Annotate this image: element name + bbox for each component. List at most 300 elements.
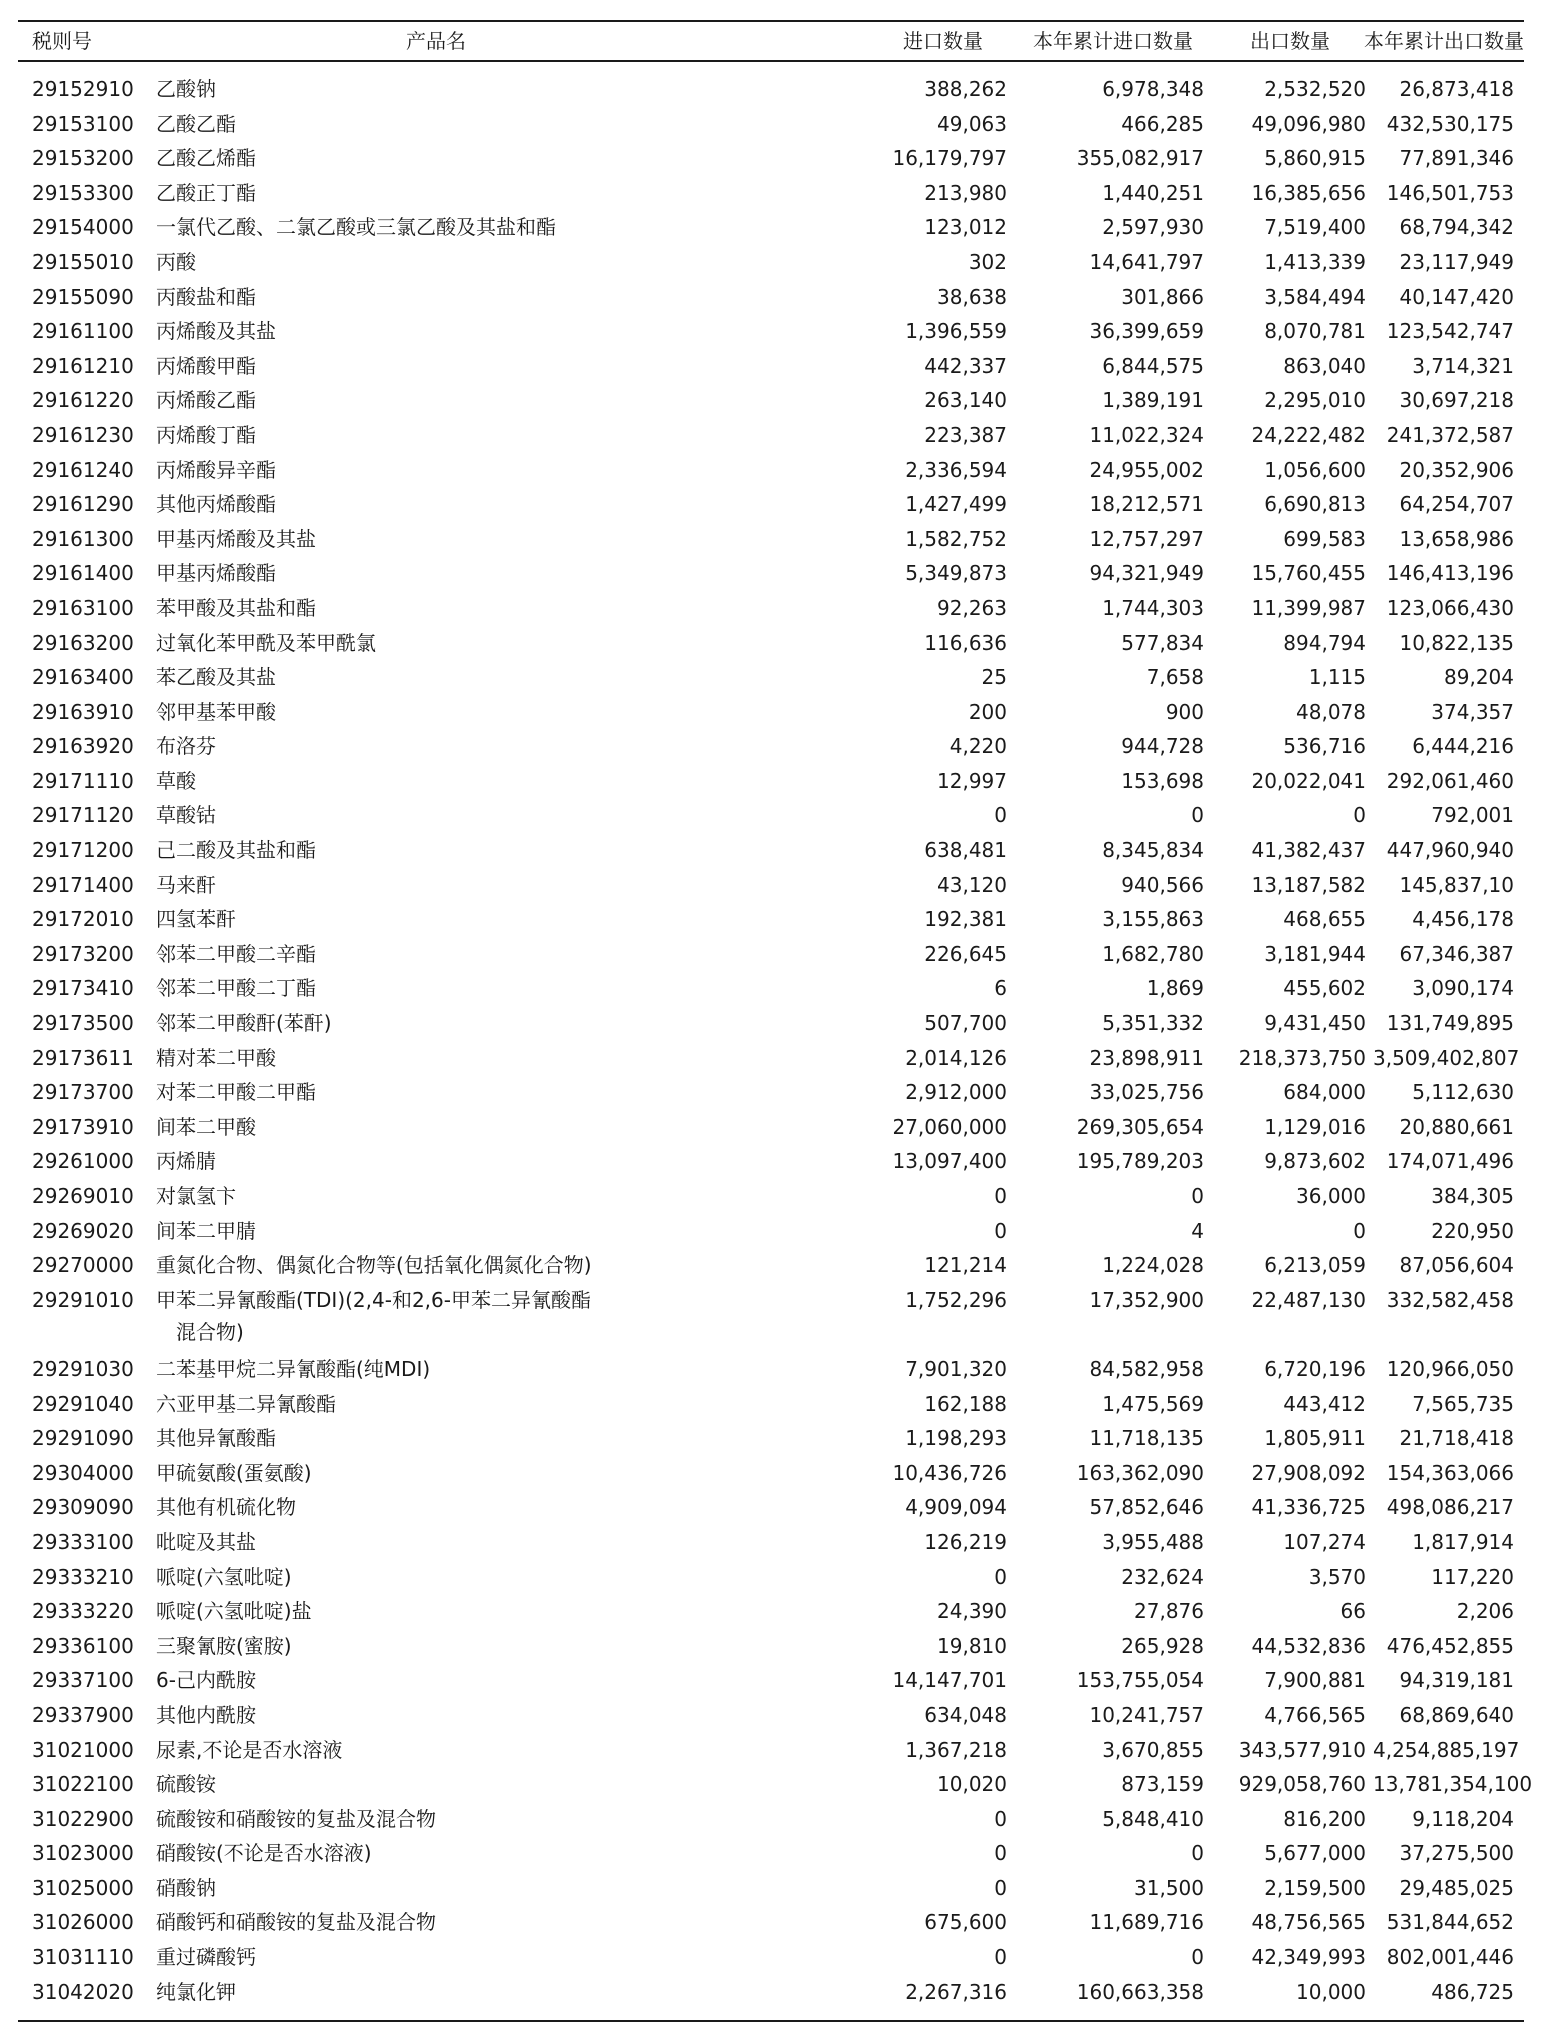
cell-name	[156, 1249, 716, 1281]
cell-import-qty: 223,387	[924, 422, 1007, 447]
cell-code: 29163200	[32, 630, 134, 655]
cell-ytd-import-qty: 23,898,911	[1089, 1045, 1204, 1070]
cell-ytd-import-qty: 31,500	[1134, 1875, 1204, 1900]
cell-ytd-export-qty: 7,565,735	[1412, 1391, 1514, 1416]
table-row	[18, 868, 1524, 903]
cell-code: 29171120	[32, 803, 134, 828]
table-row	[18, 176, 1524, 211]
table-row	[18, 349, 1524, 384]
cell-export-qty: 1,129,016	[1264, 1114, 1366, 1139]
cell-ytd-import-qty: 153,755,054	[1076, 1668, 1204, 1693]
cell-ytd-import-qty: 940,566	[1121, 872, 1204, 897]
cell-ytd-export-qty: 802,001,446	[1386, 1945, 1514, 1970]
cell-code: 29161220	[32, 388, 134, 413]
cell-export-qty: 468,655	[1283, 907, 1366, 932]
cell-ytd-export-qty: 26,873,418	[1399, 77, 1514, 101]
cell-import-qty: 226,645	[924, 941, 1007, 966]
table-row	[18, 971, 1524, 1006]
cell-import-qty: 16,179,797	[892, 146, 1007, 171]
cell-ytd-export-qty: 89,204	[1444, 665, 1514, 690]
table-row	[18, 1352, 1524, 1387]
cell-code: 29171400	[32, 872, 134, 897]
cell-ytd-export-qty: 20,880,661	[1399, 1114, 1514, 1139]
cell-name-line: 丙酸盐和酯	[156, 284, 256, 309]
cell-ytd-export-qty: 77,891,346	[1399, 146, 1514, 171]
cell-code: 29173910	[32, 1114, 134, 1139]
cell-name	[156, 557, 716, 589]
cell-import-qty: 92,263	[937, 595, 1007, 620]
cell-code: 29153100	[32, 111, 134, 136]
cell-name	[156, 1699, 716, 1731]
cell-import-qty: 302	[968, 249, 1007, 274]
cell-import-qty: 38,638	[937, 284, 1007, 309]
cell-import-qty: 0	[994, 1806, 1007, 1831]
cell-export-qty: 6,213,059	[1264, 1253, 1366, 1278]
table-row	[18, 1836, 1524, 1871]
cell-ytd-import-qty: 0	[1191, 1184, 1204, 1208]
cell-name	[156, 869, 716, 901]
cell-ytd-export-qty: 4,254,885,197	[1373, 1737, 1520, 1762]
cell-ytd-export-qty: 13,658,986	[1399, 526, 1514, 551]
cell-import-qty: 4,220	[949, 734, 1007, 759]
cell-ytd-export-qty: 94,319,181	[1399, 1668, 1514, 1693]
cell-import-qty: 213,980	[924, 180, 1007, 205]
cell-ytd-import-qty: 900	[1165, 699, 1204, 724]
cell-code: 29161100	[32, 319, 134, 344]
cell-export-qty: 3,570	[1308, 1564, 1366, 1589]
cell-name	[156, 1526, 716, 1558]
cell-name-line: 布洛芬	[156, 734, 216, 759]
cell-import-qty: 25	[981, 665, 1007, 690]
cell-name-line: 丙酸	[156, 249, 196, 274]
cell-ytd-export-qty: 13,781,354,100	[1373, 1772, 1533, 1797]
cell-export-qty: 1,115	[1308, 665, 1366, 690]
table-row	[18, 902, 1524, 937]
cell-ytd-export-qty: 64,254,707	[1399, 492, 1514, 517]
cell-name-line: 精对苯二甲酸	[156, 1045, 276, 1070]
cell-name	[156, 1561, 716, 1593]
cell-name-line: 硝酸钠	[156, 1875, 216, 1900]
cell-name-line: 其他异氰酸酯	[156, 1426, 276, 1451]
cell-name-line: 六亚甲基二异氰酸酯	[156, 1391, 336, 1416]
cell-ytd-export-qty: 447,960,940	[1386, 838, 1514, 863]
table-row	[18, 1871, 1524, 1906]
cell-name	[156, 903, 716, 935]
cell-code: 31042020	[32, 1979, 134, 2004]
cell-export-qty: 443,412	[1283, 1391, 1366, 1416]
cell-import-qty: 200	[968, 699, 1007, 724]
table-row	[18, 695, 1524, 730]
cell-import-qty: 1,198,293	[905, 1426, 1007, 1451]
cell-import-qty: 10,436,726	[892, 1460, 1007, 1485]
cell-name-line: 甲苯二异氰酸酯(TDI)(2,4-和2,6-甲苯二异氰酸酯	[156, 1287, 591, 1312]
table-row	[18, 1663, 1524, 1698]
cell-code: 29291090	[32, 1426, 134, 1451]
cell-code: 29154000	[32, 215, 134, 240]
table-row	[18, 487, 1524, 522]
cell-ytd-import-qty: 33,025,756	[1089, 1080, 1204, 1105]
cell-import-qty: 675,600	[924, 1910, 1007, 1935]
cell-name	[156, 1042, 716, 1074]
cell-import-qty: 13,097,400	[892, 1149, 1007, 1174]
cell-export-qty: 3,181,944	[1264, 941, 1366, 966]
cell-export-qty: 15,760,455	[1251, 561, 1366, 586]
cell-ytd-export-qty: 67,346,387	[1399, 941, 1514, 966]
table-row	[18, 141, 1524, 176]
cell-export-qty: 2,159,500	[1264, 1875, 1366, 1900]
cell-code: 29163100	[32, 595, 134, 620]
cell-name	[156, 488, 716, 520]
cell-export-qty: 27,908,092	[1251, 1460, 1366, 1485]
cell-import-qty: 2,912,000	[905, 1080, 1007, 1105]
cell-ytd-import-qty: 11,689,716	[1089, 1910, 1204, 1935]
cell-name-line: 丙烯酸甲酯	[156, 353, 256, 378]
cell-ytd-export-qty: 3,090,174	[1412, 976, 1514, 1001]
cell-export-qty: 66	[1340, 1599, 1366, 1624]
cell-name-line: 硝酸铵(不论是否水溶液)	[156, 1841, 372, 1866]
header-import-qty: 进口数量	[903, 29, 983, 53]
table-row	[18, 1006, 1524, 1041]
cell-name-line: 间苯二甲酸	[156, 1114, 256, 1139]
table-row	[18, 1110, 1524, 1145]
table-row	[18, 1802, 1524, 1837]
cell-ytd-import-qty: 11,022,324	[1089, 422, 1204, 447]
header-ytd-export-qty: 本年累计出口数量	[1364, 29, 1524, 53]
cell-ytd-export-qty: 3,714,321	[1412, 353, 1514, 378]
cell-name-line: 纯氯化钾	[156, 1979, 236, 2004]
cell-ytd-import-qty: 355,082,917	[1076, 146, 1204, 171]
table-row	[18, 1733, 1524, 1768]
cell-ytd-import-qty: 17,352,900	[1089, 1287, 1204, 1312]
cell-ytd-export-qty: 9,118,204	[1412, 1806, 1514, 1831]
cell-export-qty: 48,078	[1296, 699, 1366, 724]
cell-ytd-import-qty: 1,389,191	[1102, 388, 1204, 413]
cell-name	[156, 1837, 716, 1869]
header-name: 产品名	[406, 29, 466, 53]
cell-name-line: 丙烯酸异辛酯	[156, 457, 276, 482]
cell-ytd-import-qty: 1,440,251	[1102, 180, 1204, 205]
cell-export-qty: 10,000	[1296, 1979, 1366, 2004]
cell-import-qty: 5,349,873	[905, 561, 1007, 586]
cell-import-qty: 507,700	[924, 1011, 1007, 1036]
table-row	[18, 1767, 1533, 1802]
cell-name	[156, 1630, 716, 1662]
cell-name-line: 丙烯酸及其盐	[156, 319, 276, 344]
table-row	[18, 1214, 1524, 1249]
table-row	[18, 1075, 1524, 1110]
table-row	[18, 1940, 1524, 1975]
cell-name	[156, 696, 716, 728]
table-row	[18, 1629, 1524, 1664]
cell-code: 29173611	[32, 1045, 134, 1070]
table-row	[18, 1560, 1524, 1595]
cell-name-line: 对苯二甲酸二甲酯	[156, 1080, 316, 1105]
cell-ytd-import-qty: 10,241,757	[1089, 1702, 1204, 1727]
cell-ytd-export-qty: 20,352,906	[1399, 457, 1514, 482]
cell-name	[156, 1872, 716, 1904]
cell-name	[156, 592, 716, 624]
cell-ytd-import-qty: 3,155,863	[1102, 907, 1204, 932]
cell-ytd-import-qty: 7,658	[1146, 665, 1204, 690]
cell-name-line: 丙烯酸乙酯	[156, 388, 256, 413]
cell-code: 29261000	[32, 1149, 134, 1174]
cell-export-qty: 816,200	[1283, 1806, 1366, 1831]
table-row	[18, 764, 1524, 799]
cell-ytd-import-qty: 14,641,797	[1089, 249, 1204, 274]
table-row	[18, 418, 1524, 453]
cell-name-line: 吡啶及其盐	[156, 1529, 256, 1554]
cell-import-qty: 2,336,594	[905, 457, 1007, 482]
cell-import-qty: 0	[994, 1564, 1007, 1589]
cell-ytd-export-qty: 432,530,175	[1386, 111, 1514, 136]
cell-ytd-import-qty: 1,475,569	[1102, 1391, 1204, 1416]
cell-import-qty: 12,997	[937, 768, 1007, 793]
table-row	[18, 210, 1524, 245]
table-row	[18, 522, 1524, 557]
table-row	[18, 1594, 1524, 1629]
table-row	[18, 1456, 1524, 1491]
cell-ytd-export-qty: 476,452,855	[1386, 1633, 1514, 1658]
cell-export-qty: 343,577,910	[1238, 1737, 1366, 1762]
cell-ytd-export-qty: 68,794,342	[1399, 215, 1514, 240]
cell-ytd-import-qty: 160,663,358	[1076, 1979, 1204, 2004]
table-row	[18, 556, 1524, 591]
cell-ytd-import-qty: 6,978,348	[1102, 77, 1204, 101]
cell-export-qty: 107,274	[1283, 1529, 1366, 1554]
cell-export-qty: 4,766,565	[1264, 1702, 1366, 1727]
cell-ytd-import-qty: 6,844,575	[1102, 353, 1204, 378]
table-row	[18, 1144, 1524, 1179]
cell-export-qty: 16,385,656	[1251, 180, 1366, 205]
cell-name	[156, 1284, 716, 1348]
cell-code: 29161290	[32, 492, 134, 517]
cell-import-qty: 0	[994, 1184, 1007, 1208]
cell-code: 29269020	[32, 1218, 134, 1243]
cell-name	[156, 1388, 716, 1420]
cell-name	[156, 1111, 716, 1143]
cell-ytd-export-qty: 792,001	[1431, 803, 1514, 828]
cell-export-qty: 3,584,494	[1264, 284, 1366, 309]
cell-ytd-export-qty: 531,844,652	[1386, 1910, 1514, 1935]
cell-code: 29161230	[32, 422, 134, 447]
cell-code: 29309090	[32, 1495, 134, 1520]
cell-ytd-export-qty: 131,749,895	[1386, 1011, 1514, 1036]
cell-name	[156, 1457, 716, 1489]
header-code: 税则号	[32, 29, 92, 53]
cell-name	[156, 1215, 716, 1247]
cell-import-qty: 43,120	[937, 872, 1007, 897]
cell-export-qty: 455,602	[1283, 976, 1366, 1001]
cell-ytd-import-qty: 944,728	[1121, 734, 1204, 759]
cell-code: 29161300	[32, 526, 134, 551]
cell-name	[156, 246, 716, 278]
cell-code: 29337900	[32, 1702, 134, 1727]
cell-code: 29155010	[32, 249, 134, 274]
cell-code: 29171200	[32, 838, 134, 863]
cell-ytd-export-qty: 2,206	[1456, 1599, 1514, 1624]
cell-ytd-export-qty: 40,147,420	[1399, 284, 1514, 309]
cell-import-qty: 1,427,499	[905, 492, 1007, 517]
table-row	[18, 1248, 1524, 1283]
cell-ytd-import-qty: 36,399,659	[1089, 319, 1204, 344]
cell-export-qty: 36,000	[1296, 1184, 1366, 1208]
cell-code: 29155090	[32, 284, 134, 309]
cell-export-qty: 49,096,980	[1251, 111, 1366, 136]
cell-name-line: 硫酸铵	[156, 1772, 216, 1797]
cell-ytd-export-qty: 498,086,217	[1386, 1495, 1514, 1520]
cell-import-qty: 123,012	[924, 215, 1007, 240]
cell-ytd-import-qty: 0	[1191, 1841, 1204, 1866]
table-row	[18, 1525, 1524, 1560]
cell-code: 29333100	[32, 1529, 134, 1554]
cell-export-qty: 13,187,582	[1251, 872, 1366, 897]
cell-ytd-import-qty: 3,670,855	[1102, 1737, 1204, 1762]
cell-name-line: 马来酐	[156, 872, 216, 897]
cell-import-qty: 27,060,000	[892, 1114, 1007, 1139]
table-row	[18, 383, 1524, 418]
cell-name-line: 乙酸钠	[156, 77, 216, 101]
cell-export-qty: 1,805,911	[1264, 1426, 1366, 1451]
cell-name-line: 苯乙酸及其盐	[156, 665, 276, 690]
cell-import-qty: 1,367,218	[905, 1737, 1007, 1762]
table-row	[18, 626, 1524, 661]
header-ytd-import-qty: 本年累计进口数量	[1033, 29, 1193, 53]
cell-code: 29172010	[32, 907, 134, 932]
table-row	[18, 453, 1524, 488]
cell-export-qty: 8,070,781	[1264, 319, 1366, 344]
cell-ytd-import-qty: 12,757,297	[1089, 526, 1204, 551]
cell-import-qty: 6	[994, 976, 1007, 1001]
cell-name-line: 邻苯二甲酸酐(苯酐)	[156, 1011, 332, 1036]
cell-export-qty: 2,532,520	[1264, 77, 1366, 101]
cell-ytd-import-qty: 18,212,571	[1089, 492, 1204, 517]
cell-ytd-export-qty: 30,697,218	[1399, 388, 1514, 413]
cell-ytd-import-qty: 265,928	[1121, 1633, 1204, 1658]
cell-code: 29333210	[32, 1564, 134, 1589]
cell-name-line: 苯甲酸及其盐和酯	[156, 595, 316, 620]
cell-name-line: 过氧化苯甲酰及苯甲酰氯	[156, 630, 376, 655]
cell-ytd-import-qty: 84,582,958	[1089, 1356, 1204, 1381]
cell-import-qty: 1,396,559	[905, 319, 1007, 344]
cell-name-line: 甲基丙烯酸酯	[156, 561, 276, 586]
cell-export-qty: 1,056,600	[1264, 457, 1366, 482]
cell-name	[156, 1491, 716, 1523]
cell-name-line: 邻苯二甲酸二丁酯	[156, 976, 316, 1001]
cell-export-qty: 6,720,196	[1264, 1356, 1366, 1381]
cell-name-line: 哌啶(六氢吡啶)	[156, 1564, 292, 1589]
cell-import-qty: 24,390	[937, 1599, 1007, 1624]
cell-ytd-export-qty: 486,725	[1431, 1979, 1514, 2004]
cell-name-line: 四氢苯酐	[156, 907, 236, 932]
cell-name-line: 一氯代乙酸、二氯乙酸或三氯乙酸及其盐和酯	[156, 215, 556, 240]
cell-import-qty: 2,267,316	[905, 1979, 1007, 2004]
cell-name-line: 对氯氢卞	[156, 1184, 236, 1208]
cell-import-qty: 638,481	[924, 838, 1007, 863]
cell-ytd-export-qty: 87,056,604	[1399, 1253, 1514, 1278]
cell-code: 29173700	[32, 1080, 134, 1105]
cell-ytd-export-qty: 5,112,630	[1412, 1080, 1514, 1105]
cell-ytd-import-qty: 24,955,002	[1089, 457, 1204, 482]
cell-export-qty: 863,040	[1283, 353, 1366, 378]
cell-export-qty: 2,295,010	[1264, 388, 1366, 413]
cell-name-line: 丙烯酸丁酯	[156, 422, 256, 447]
cell-ytd-import-qty: 195,789,203	[1076, 1149, 1204, 1174]
cell-ytd-export-qty: 6,444,216	[1412, 734, 1514, 759]
table-body	[18, 72, 1533, 2009]
cell-code: 29173200	[32, 941, 134, 966]
cell-export-qty: 929,058,760	[1238, 1772, 1366, 1797]
cell-name	[156, 281, 716, 313]
cell-code: 31021000	[32, 1737, 134, 1762]
trade-table	[18, 20, 1533, 2022]
cell-name	[156, 454, 716, 486]
table-row	[18, 107, 1524, 142]
cell-code: 31022900	[32, 1806, 134, 1831]
cell-ytd-export-qty: 146,413,196	[1386, 561, 1514, 586]
cell-import-qty: 192,381	[924, 907, 1007, 932]
cell-code: 29291010	[32, 1287, 134, 1312]
cell-ytd-import-qty: 11,718,135	[1089, 1426, 1204, 1451]
cell-ytd-export-qty: 29,485,025	[1399, 1875, 1514, 1900]
cell-code: 29153300	[32, 180, 134, 205]
cell-ytd-import-qty: 153,698	[1121, 768, 1204, 793]
cell-name-line: 其他有机硫化物	[156, 1495, 296, 1520]
header-export-qty: 出口数量	[1250, 29, 1330, 53]
table-row	[18, 1975, 1524, 2010]
cell-export-qty: 536,716	[1283, 734, 1366, 759]
cell-ytd-import-qty: 57,852,646	[1089, 1495, 1204, 1520]
cell-ytd-import-qty: 5,351,332	[1102, 1011, 1204, 1036]
cell-name	[156, 315, 716, 347]
cell-ytd-export-qty: 174,071,496	[1386, 1149, 1514, 1174]
cell-name	[156, 1007, 716, 1039]
cell-name	[156, 972, 716, 1004]
cell-code: 29153200	[32, 146, 134, 171]
cell-ytd-import-qty: 4	[1191, 1218, 1204, 1243]
cell-export-qty: 5,677,000	[1264, 1841, 1366, 1866]
cell-ytd-export-qty: 123,542,747	[1386, 319, 1514, 344]
cell-code: 29304000	[32, 1460, 134, 1485]
cell-name	[156, 938, 716, 970]
table-row	[18, 72, 1524, 107]
cell-name	[156, 1076, 716, 1108]
table-header	[18, 22, 1524, 62]
cell-ytd-export-qty: 1,817,914	[1412, 1529, 1514, 1554]
cell-name-line: 甲硫氨酸(蛋氨酸)	[156, 1460, 312, 1485]
cell-ytd-import-qty: 1,224,028	[1102, 1253, 1204, 1278]
cell-name-line: 乙酸乙烯酯	[156, 146, 256, 171]
cell-ytd-import-qty: 8,345,834	[1102, 838, 1204, 863]
table-row	[18, 798, 1524, 833]
cell-export-qty: 7,900,881	[1264, 1668, 1366, 1693]
cell-code: 29161210	[32, 353, 134, 378]
cell-name-line: 硫酸铵和硝酸铵的复盐及混合物	[156, 1806, 436, 1831]
cell-import-qty: 4,909,094	[905, 1495, 1007, 1520]
cell-name-line: 其他丙烯酸酯	[156, 492, 276, 517]
cell-name	[156, 1353, 716, 1385]
cell-export-qty: 894,794	[1283, 630, 1366, 655]
table-row	[18, 937, 1524, 972]
cell-export-qty: 5,860,915	[1264, 146, 1366, 171]
cell-code: 29173500	[32, 1011, 134, 1036]
table-row	[18, 280, 1524, 315]
cell-export-qty: 699,583	[1283, 526, 1366, 551]
cell-import-qty: 162,188	[924, 1391, 1007, 1416]
cell-export-qty: 7,519,400	[1264, 215, 1366, 240]
cell-name	[156, 1941, 716, 1973]
cell-name-line: 其他内酰胺	[156, 1702, 256, 1727]
cell-import-qty: 0	[994, 1945, 1007, 1970]
